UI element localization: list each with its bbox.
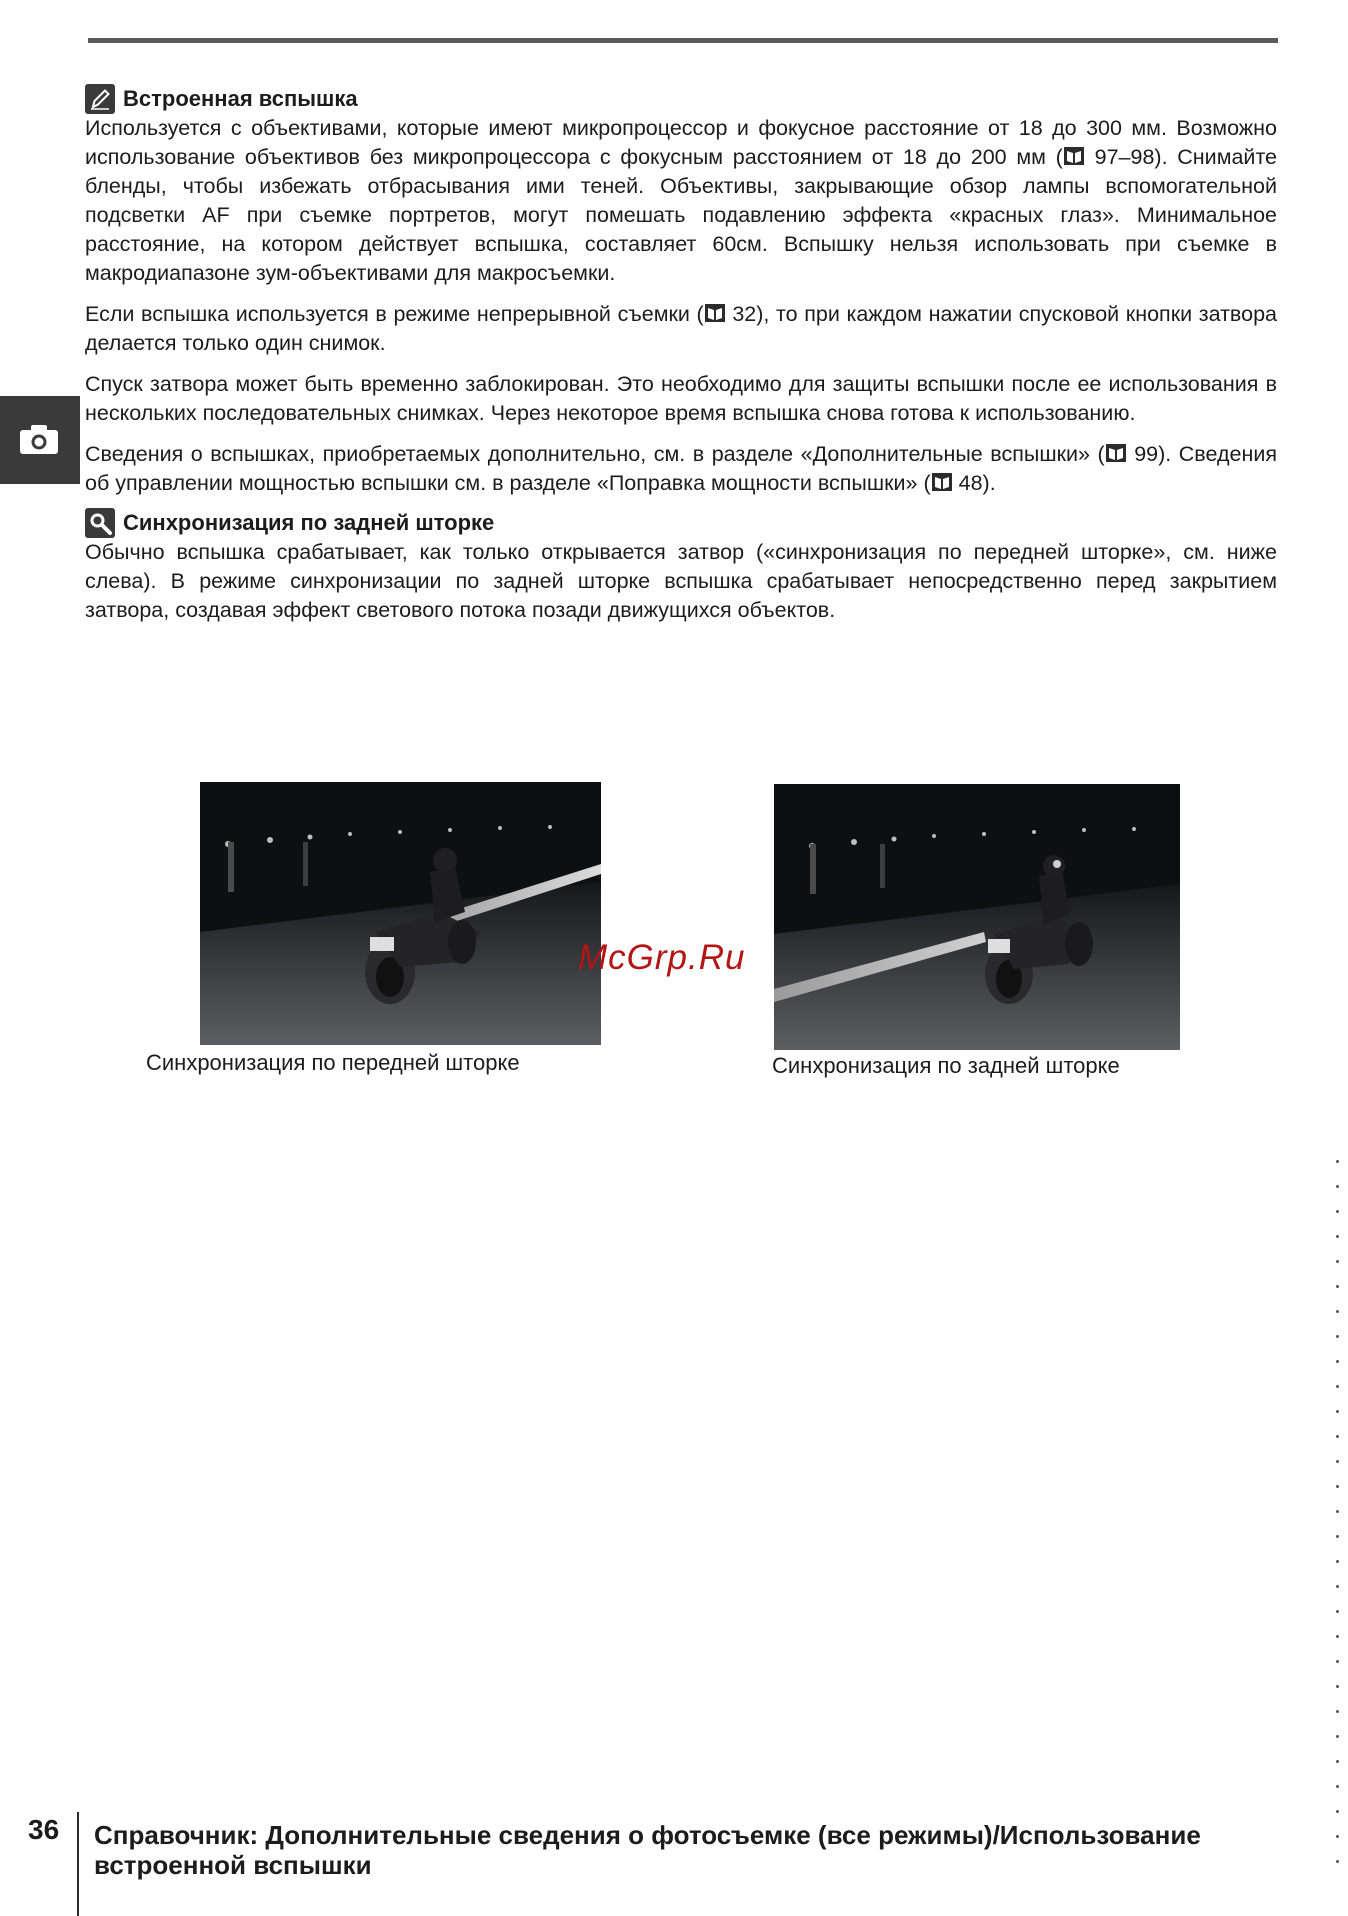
caption-rear-curtain: Синхронизация по задней шторке [772, 1053, 1120, 1078]
footer-rule [77, 1812, 79, 1916]
page-reference-icon [931, 471, 953, 493]
section-title: Синхронизация по задней шторке [123, 510, 495, 535]
footer-title: Справочник: Дополнительные сведения о фотосъемке (все режимы)/Использование встроенной вспышки [94, 1820, 1201, 1880]
side-tab [0, 396, 80, 484]
edge-dots [1336, 1160, 1340, 1885]
text-run: ), то при каждом нажатии спусковой кнопки затвора делается только один снимок. [85, 302, 1277, 355]
text-run: ). Сведения об управлении мощностью вспышки см. в разделе «Поправка мощности вспышки» ( [85, 442, 1277, 495]
paragraph-lens-compatibility [85, 114, 1277, 288]
text-run: Если вспышка используется в режиме непрерывной съемки ( [85, 302, 704, 326]
page-reference: 32 [732, 302, 757, 326]
page-reference-icon [704, 302, 726, 324]
text-run: ). Снимайте бленды, чтобы избежать отбрасывания ими теней. Объективы, закрывающие обзор лампы вспомогательной подсветки AF при съемке портретов, могут помешать подавлению эффекта «красных глаз». Минимальное расстояние, на котором действует вспышка, составляет 60см. Вспышку нельзя использовать при съемке в макродиапазоне зум-объективами для макросъемки. [85, 145, 1278, 285]
page-reference-icon [1063, 145, 1085, 167]
caption-front-curtain: Синхронизация по передней шторке [146, 1050, 520, 1075]
camera-icon [18, 422, 60, 456]
section-heading-rear-curtain [85, 508, 1277, 538]
magnifier-icon [85, 508, 115, 538]
section-title: Встроенная вспышка [123, 86, 358, 111]
watermark: McGrp.Ru [578, 938, 746, 977]
text-run: Используется с объективами, которые имеют микропроцессор и фокусное расстояние от 18 до 300 мм. Возможно использование объективов без микропроцессора с фокусным расстоянием от 18 до 200 мм ( [85, 116, 1277, 169]
note-pencil-icon [85, 84, 115, 114]
photo-front-curtain-sync [200, 782, 601, 1045]
page-content [85, 84, 1277, 625]
page-reference: 99 [1134, 442, 1159, 466]
page-reference: 97–98 [1094, 145, 1155, 169]
paragraph-optional-flash [85, 440, 1277, 498]
section-heading-built-in-flash [85, 84, 1277, 114]
paragraph-shutter-lock: Спуск затвора может быть временно заблокирован. Это необходимо для защиты вспышки после ее использования в нескольких последовательных снимках. Через некоторое время вспышка снова готова к использованию. [85, 372, 1277, 425]
top-rule [88, 38, 1278, 43]
page-reference-icon [1105, 442, 1127, 464]
paragraph-rear-curtain: Обычно вспышка срабатывает, как только открывается затвор («синхронизация по передней шторке», см. ниже слева). В режиме синхронизации по задней шторке вспышка срабатывает непосредственно перед закрытием затвора, создавая эффект светового потока позади движущихся объектов. [85, 540, 1277, 622]
text-run: ). [982, 471, 996, 495]
page-number: 36 [28, 1814, 60, 1845]
page-reference: 48 [958, 471, 983, 495]
photo-rear-curtain-sync [774, 784, 1180, 1050]
paragraph-continuous-mode [85, 300, 1277, 358]
text-run: Сведения о вспышках, приобретаемых дополнительно, см. в разделе «Дополнительные вспышки» ( [85, 442, 1105, 466]
